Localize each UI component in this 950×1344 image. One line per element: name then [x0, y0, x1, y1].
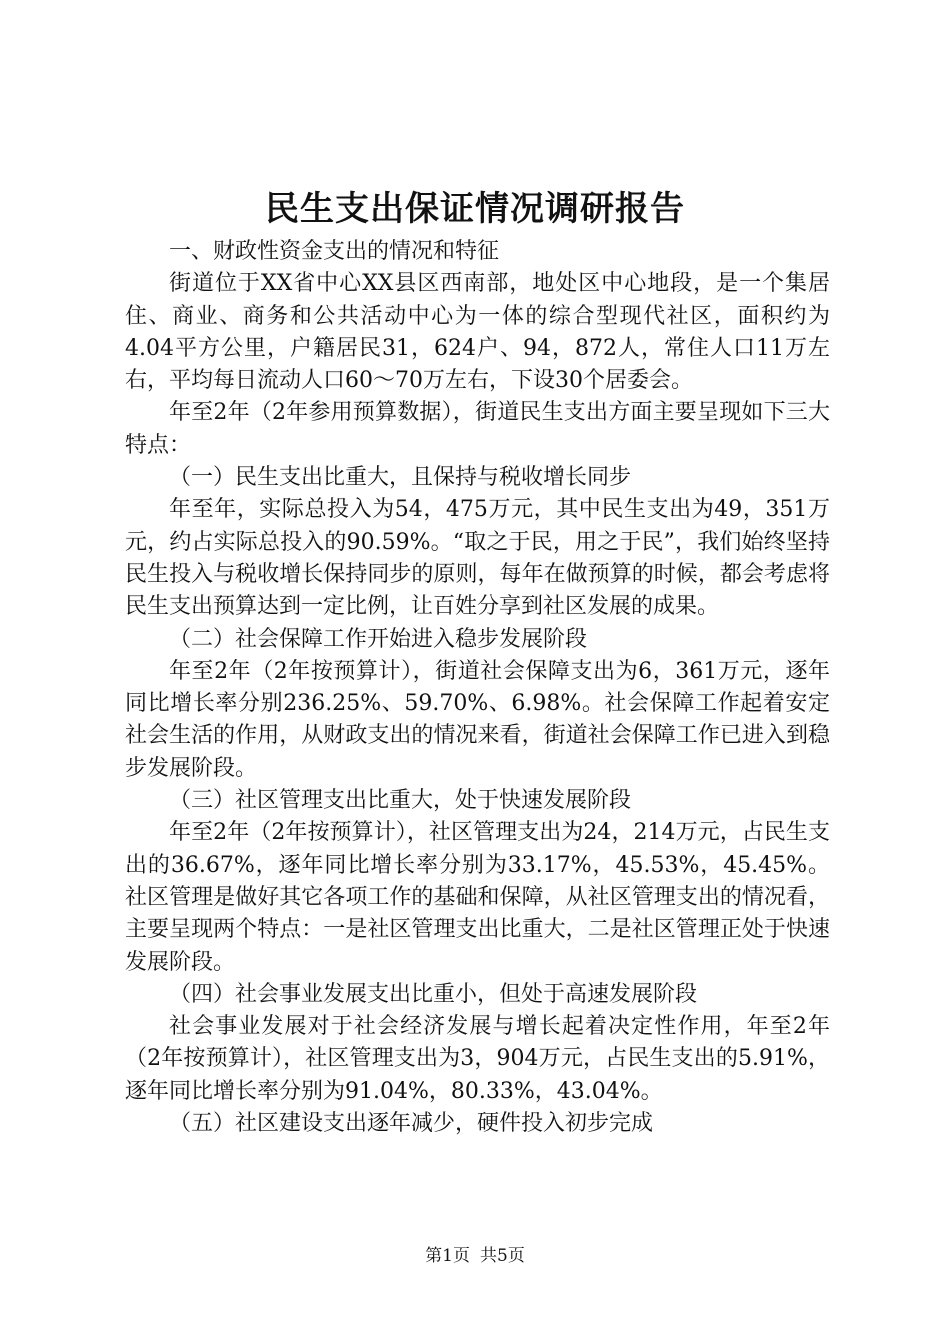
subsection-heading: （四）社会事业发展支出比重小，但处于高速发展阶段 [169, 981, 698, 1007]
body-paragraph: 年至2年（2年按预算计），社区管理支出为24，214万元，占民生支出的36.67%，逐年同比增长率分别为33.17%，45.53%，45.45%。社区管理是做好其它各项工作的基础和保障，从社区管理支出的情况看，主要呈现两个特点：一是社区管理支出比重大，二是社区管理正处于快速发展阶段。 [125, 820, 830, 975]
page-number: 第1页 [425, 1246, 470, 1266]
subsection-heading: （二）社会保障工作开始进入稳步发展阶段 [169, 626, 588, 652]
subsection-heading: （三）社区管理支出比重大，处于快速发展阶段 [169, 788, 632, 814]
page-total: 共5页 [480, 1246, 525, 1266]
body-paragraph: 街道位于XX省中心XX县区西南部，地处区中心地段，是一个集居住、商业、商务和公共活动中心为一体的综合型现代社区，面积约为4.04平方公里，户籍居民31，624户、94，872人，常住人口11万左右，平均每日流动人口60～70万左右，下设30个居委会。 [125, 271, 830, 394]
body-paragraph: 年至2年（2年按预算计），街道社会保障支出为6，361万元，逐年同比增长率分别236.25%、59.70%、6.98%。社会保障工作起着安定社会生活的作用，从财政支出的情况来看，街道社会保障工作已进入到稳步发展阶段。 [125, 658, 830, 781]
document-title: 民生支出保证情况调研报告 [265, 189, 685, 229]
page-footer [0, 1244, 950, 1268]
section-heading: 一、财政性资金支出的情况和特征 [169, 239, 500, 264]
body-paragraph: 社会事业发展对于社会经济发展与增长起着决定性作用，年至2年（2年按预算计），社区管理支出为3，904万元，占民生支出的5.91%，逐年同比增长率分别为91.04%，80.33%，43.04%。 [125, 1014, 830, 1104]
document-body [125, 236, 830, 1140]
body-paragraph: 年至2年（2年参用预算数据），街道民生支出方面主要呈现如下三大特点： [125, 400, 830, 458]
subsection-heading: （一）民生支出比重大，且保持与税收增长同步 [169, 465, 632, 491]
subsection-heading: （五）社区建设支出逐年减少，硬件投入初步完成 [169, 1111, 654, 1137]
body-paragraph: 年至年，实际总投入为54，475万元，其中民生支出为49，351万元，约占实际总投入的90.59%。“取之于民，用之于民”，我们始终坚持民生投入与税收增长保持同步的原则，每年在做预算的时候，都会考虑将民生支出预算达到一定比例，让百姓分享到社区发展的成果。 [125, 497, 830, 620]
